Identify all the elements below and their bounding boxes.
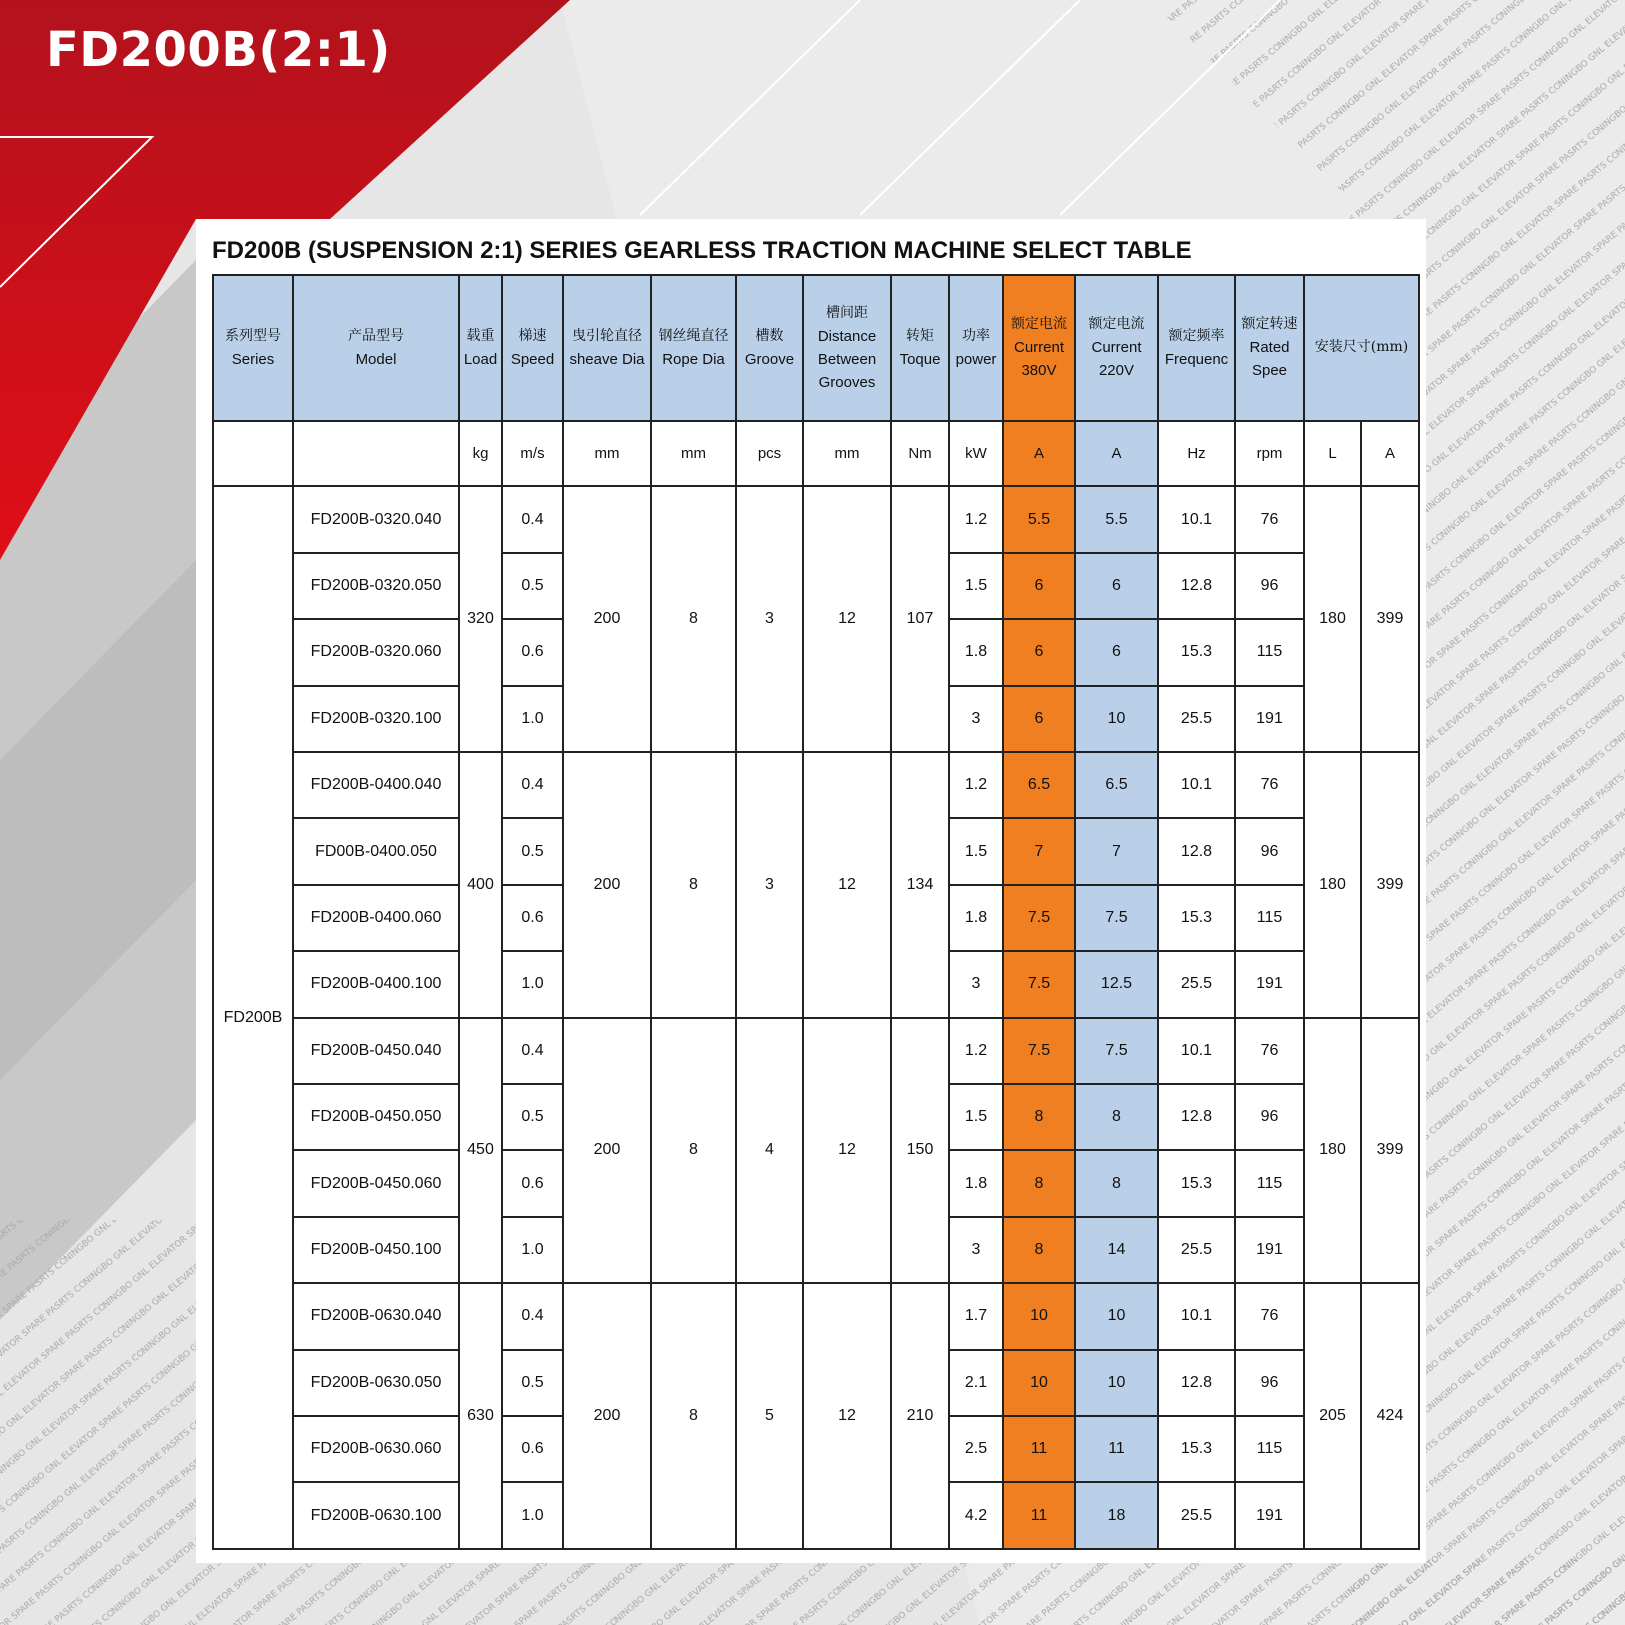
unit-cell: Nm	[891, 421, 949, 486]
frequency-cell: 10.1	[1158, 486, 1235, 552]
rated-speed-cell: 76	[1235, 752, 1304, 818]
power-cell: 1.2	[949, 1018, 1003, 1084]
frequency-cell: 12.8	[1158, 553, 1235, 619]
header-zh: 曳引轮直径	[572, 327, 642, 344]
frequency-cell: 15.3	[1158, 885, 1235, 951]
model-cell: FD200B-0630.050	[293, 1350, 459, 1416]
sheave-cell: 200	[563, 1283, 651, 1549]
header-zh: 产品型号	[348, 327, 404, 344]
power-cell: 1.8	[949, 619, 1003, 685]
frequency-cell: 10.1	[1158, 1018, 1235, 1084]
load-cell: 400	[459, 752, 502, 1018]
header-zh: 载重	[466, 327, 495, 344]
table-title: FD200B (SUSPENSION 2:1) SERIES GEARLESS TRACTION MACHINE SELECT TABLE	[212, 237, 1192, 264]
model-cell: FD200B-0320.100	[293, 686, 459, 752]
current-380v-cell: 10	[1003, 1283, 1075, 1349]
torque-cell: 134	[891, 752, 949, 1018]
sheave-cell: 200	[563, 486, 651, 752]
unit-cell: kW	[949, 421, 1003, 486]
rated-speed-cell: 115	[1235, 885, 1304, 951]
header-en: Current 380V	[1013, 339, 1065, 380]
rated-speed-cell: 96	[1235, 1084, 1304, 1150]
select-table	[212, 274, 1420, 1550]
page-title: FD200B(2:1)	[46, 22, 391, 78]
groove-cell: 4	[736, 1018, 803, 1284]
speed-cell: 0.4	[502, 486, 563, 552]
power-cell: 1.7	[949, 1283, 1003, 1349]
distance-cell: 12	[803, 752, 891, 1018]
table-row	[213, 1018, 1419, 1084]
current-380v-cell: 8	[1003, 1084, 1075, 1150]
groove-cell: 3	[736, 752, 803, 1018]
load-cell: 630	[459, 1283, 502, 1549]
dimension-l-cell: 205	[1304, 1283, 1361, 1549]
rated-speed-cell: 76	[1235, 1018, 1304, 1084]
model-cell: FD200B-0400.060	[293, 885, 459, 951]
dimension-a-cell: 399	[1361, 486, 1419, 752]
power-cell: 3	[949, 1217, 1003, 1283]
frequency-cell: 12.8	[1158, 1350, 1235, 1416]
header-en: Series	[231, 350, 275, 368]
unit-cell: m/s	[502, 421, 563, 486]
speed-cell: 0.5	[502, 1084, 563, 1150]
model-cell: FD00B-0400.050	[293, 818, 459, 884]
torque-cell: 150	[891, 1018, 949, 1284]
power-cell: 2.5	[949, 1416, 1003, 1482]
unit-cell: mm	[803, 421, 891, 486]
header-en: power	[955, 350, 997, 368]
model-cell: FD200B-0450.050	[293, 1084, 459, 1150]
header-zh: 额定电流	[1088, 316, 1145, 333]
model-cell: FD200B-0630.040	[293, 1283, 459, 1349]
current-220v-cell: 10	[1075, 686, 1158, 752]
unit-cell: rpm	[1235, 421, 1304, 486]
load-cell: 320	[459, 486, 502, 752]
frequency-cell: 25.5	[1158, 1482, 1235, 1549]
current-380v-cell: 7.5	[1003, 885, 1075, 951]
rated-speed-cell: 115	[1235, 1150, 1304, 1216]
header-zh: 额定电流	[1011, 316, 1067, 333]
current-220v-cell: 11	[1075, 1416, 1158, 1482]
series-cell: FD200B	[213, 486, 293, 1549]
header-zh: 额定频率	[1168, 327, 1225, 344]
header-en: Rope Dia	[662, 350, 725, 368]
frequency-cell: 15.3	[1158, 619, 1235, 685]
current-220v-cell: 6	[1075, 619, 1158, 685]
unit-cell: A	[1361, 421, 1419, 486]
groove-cell: 5	[736, 1283, 803, 1549]
rope-cell: 8	[651, 1283, 736, 1549]
header-cell	[563, 275, 651, 421]
power-cell: 1.8	[949, 1150, 1003, 1216]
current-220v-cell: 8	[1075, 1084, 1158, 1150]
sheave-cell: 200	[563, 1018, 651, 1284]
frequency-cell: 12.8	[1158, 818, 1235, 884]
table-row	[213, 486, 1419, 552]
model-cell: FD200B-0320.050	[293, 553, 459, 619]
current-220v-cell: 8	[1075, 1150, 1158, 1216]
speed-cell: 0.4	[502, 1283, 563, 1349]
frequency-cell: 10.1	[1158, 1283, 1235, 1349]
power-cell: 1.2	[949, 752, 1003, 818]
table-row	[213, 752, 1419, 818]
rated-speed-cell: 191	[1235, 1217, 1304, 1283]
header-zh: 槽数	[755, 327, 784, 344]
header-cell	[502, 275, 563, 421]
rope-cell: 8	[651, 486, 736, 752]
header-cell	[1158, 275, 1235, 421]
current-220v-cell: 12.5	[1075, 951, 1158, 1017]
header-zh: 功率	[962, 327, 990, 344]
current-380v-cell: 6	[1003, 619, 1075, 685]
frequency-cell: 10.1	[1158, 752, 1235, 818]
header-en: Current 220V	[1091, 339, 1142, 380]
current-380v-cell: 7	[1003, 818, 1075, 884]
unit-cell	[293, 421, 459, 486]
load-cell: 450	[459, 1018, 502, 1284]
power-cell: 1.2	[949, 486, 1003, 552]
unit-cell: mm	[651, 421, 736, 486]
header-zh: 槽间距	[826, 304, 868, 321]
torque-cell: 210	[891, 1283, 949, 1549]
speed-cell: 1.0	[502, 686, 563, 752]
rope-cell: 8	[651, 752, 736, 1018]
model-cell: FD200B-0400.100	[293, 951, 459, 1017]
rated-speed-cell: 115	[1235, 1416, 1304, 1482]
current-220v-cell: 5.5	[1075, 486, 1158, 552]
unit-cell: Hz	[1158, 421, 1235, 486]
power-cell: 3	[949, 686, 1003, 752]
model-cell: FD200B-0450.100	[293, 1217, 459, 1283]
rope-cell: 8	[651, 1018, 736, 1284]
dimension-l-cell: 180	[1304, 486, 1361, 752]
header-cell	[459, 275, 502, 421]
power-cell: 3	[949, 951, 1003, 1017]
header-en: Speed	[510, 350, 555, 368]
speed-cell: 0.6	[502, 885, 563, 951]
rated-speed-cell: 191	[1235, 686, 1304, 752]
frequency-cell: 12.8	[1158, 1084, 1235, 1150]
power-cell: 1.8	[949, 885, 1003, 951]
current-380v-cell: 8	[1003, 1150, 1075, 1216]
model-cell: FD200B-0450.060	[293, 1150, 459, 1216]
power-cell: 4.2	[949, 1482, 1003, 1549]
spec-table-card	[196, 219, 1426, 1563]
current-380v-cell: 11	[1003, 1416, 1075, 1482]
dimension-a-cell: 424	[1361, 1283, 1419, 1549]
rated-speed-cell: 96	[1235, 553, 1304, 619]
current-220v-cell: 6	[1075, 553, 1158, 619]
power-cell: 1.5	[949, 818, 1003, 884]
header-en: Distance Between Grooves	[817, 327, 877, 391]
unit-cell	[213, 421, 293, 486]
unit-cell: A	[1003, 421, 1075, 486]
speed-cell: 0.5	[502, 1350, 563, 1416]
header-en: Load	[463, 350, 498, 368]
header-cell	[1075, 275, 1158, 421]
current-220v-cell: 6.5	[1075, 752, 1158, 818]
current-380v-cell: 7.5	[1003, 1018, 1075, 1084]
distance-cell: 12	[803, 1283, 891, 1549]
dimension-l-cell: 180	[1304, 752, 1361, 1018]
speed-cell: 0.5	[502, 553, 563, 619]
current-380v-cell: 7.5	[1003, 951, 1075, 1017]
current-380v-cell: 10	[1003, 1350, 1075, 1416]
rated-speed-cell: 96	[1235, 818, 1304, 884]
current-220v-cell: 7.5	[1075, 885, 1158, 951]
speed-cell: 0.4	[502, 752, 563, 818]
model-cell: FD200B-0630.100	[293, 1482, 459, 1549]
unit-cell: A	[1075, 421, 1158, 486]
rated-speed-cell: 76	[1235, 486, 1304, 552]
header-cell	[736, 275, 803, 421]
header-zh: 系列型号	[225, 327, 281, 344]
table-row	[213, 1283, 1419, 1349]
header-zh: 梯速	[518, 327, 547, 344]
rated-speed-cell: 76	[1235, 1283, 1304, 1349]
current-220v-cell: 7	[1075, 818, 1158, 884]
current-380v-cell: 8	[1003, 1217, 1075, 1283]
current-220v-cell: 7.5	[1075, 1018, 1158, 1084]
unit-cell: pcs	[736, 421, 803, 486]
speed-cell: 0.6	[502, 619, 563, 685]
speed-cell: 0.4	[502, 1018, 563, 1084]
speed-cell: 1.0	[502, 1482, 563, 1549]
header-cell	[1235, 275, 1304, 421]
current-380v-cell: 5.5	[1003, 486, 1075, 552]
header-zh: 钢丝绳直径	[658, 327, 729, 344]
speed-cell: 0.5	[502, 818, 563, 884]
torque-cell: 107	[891, 486, 949, 752]
power-cell: 1.5	[949, 1084, 1003, 1150]
unit-cell: mm	[563, 421, 651, 486]
header-en: Rated Spee	[1249, 339, 1290, 380]
frequency-cell: 25.5	[1158, 686, 1235, 752]
header-en: Groove	[744, 350, 795, 368]
rated-speed-cell: 115	[1235, 619, 1304, 685]
model-cell: FD200B-0320.060	[293, 619, 459, 685]
units-row	[213, 421, 1419, 486]
header-cell	[891, 275, 949, 421]
frequency-cell: 15.3	[1158, 1416, 1235, 1482]
current-380v-cell: 11	[1003, 1482, 1075, 1549]
rated-speed-cell: 191	[1235, 951, 1304, 1017]
speed-cell: 0.6	[502, 1416, 563, 1482]
header-cell	[213, 275, 293, 421]
unit-cell: kg	[459, 421, 502, 486]
header-en: Toque	[899, 350, 941, 368]
distance-cell: 12	[803, 486, 891, 752]
header-cell	[651, 275, 736, 421]
model-cell: FD200B-0400.040	[293, 752, 459, 818]
speed-cell: 1.0	[502, 1217, 563, 1283]
header-en: Frequenc	[1164, 350, 1229, 368]
header-cell	[1304, 275, 1419, 421]
current-380v-cell: 6.5	[1003, 752, 1075, 818]
model-cell: FD200B-0630.060	[293, 1416, 459, 1482]
current-220v-cell: 14	[1075, 1217, 1158, 1283]
header-cell	[803, 275, 891, 421]
distance-cell: 12	[803, 1018, 891, 1284]
speed-cell: 0.6	[502, 1150, 563, 1216]
header-cell	[1003, 275, 1075, 421]
dimension-l-cell: 180	[1304, 1018, 1361, 1284]
current-220v-cell: 10	[1075, 1350, 1158, 1416]
dimension-a-cell: 399	[1361, 1018, 1419, 1284]
header-zh: 安装尺寸(mm)	[1314, 339, 1409, 356]
model-cell: FD200B-0320.040	[293, 486, 459, 552]
header-cell	[949, 275, 1003, 421]
power-cell: 1.5	[949, 553, 1003, 619]
power-cell: 2.1	[949, 1350, 1003, 1416]
header-en: Model	[355, 350, 397, 368]
header-en: sheave Dia	[569, 350, 645, 368]
rated-speed-cell: 96	[1235, 1350, 1304, 1416]
dimension-a-cell: 399	[1361, 752, 1419, 1018]
current-380v-cell: 6	[1003, 686, 1075, 752]
speed-cell: 1.0	[502, 951, 563, 1017]
frequency-cell: 25.5	[1158, 951, 1235, 1017]
header-cell	[293, 275, 459, 421]
unit-cell: L	[1304, 421, 1361, 486]
frequency-cell: 25.5	[1158, 1217, 1235, 1283]
current-220v-cell: 10	[1075, 1283, 1158, 1349]
header-zh: 额定转速	[1241, 316, 1298, 333]
header-zh: 转矩	[906, 327, 934, 344]
groove-cell: 3	[736, 486, 803, 752]
header-row	[213, 275, 1419, 421]
rated-speed-cell: 191	[1235, 1482, 1304, 1549]
current-220v-cell: 18	[1075, 1482, 1158, 1549]
frequency-cell: 15.3	[1158, 1150, 1235, 1216]
model-cell: FD200B-0450.040	[293, 1018, 459, 1084]
current-380v-cell: 6	[1003, 553, 1075, 619]
sheave-cell: 200	[563, 752, 651, 1018]
